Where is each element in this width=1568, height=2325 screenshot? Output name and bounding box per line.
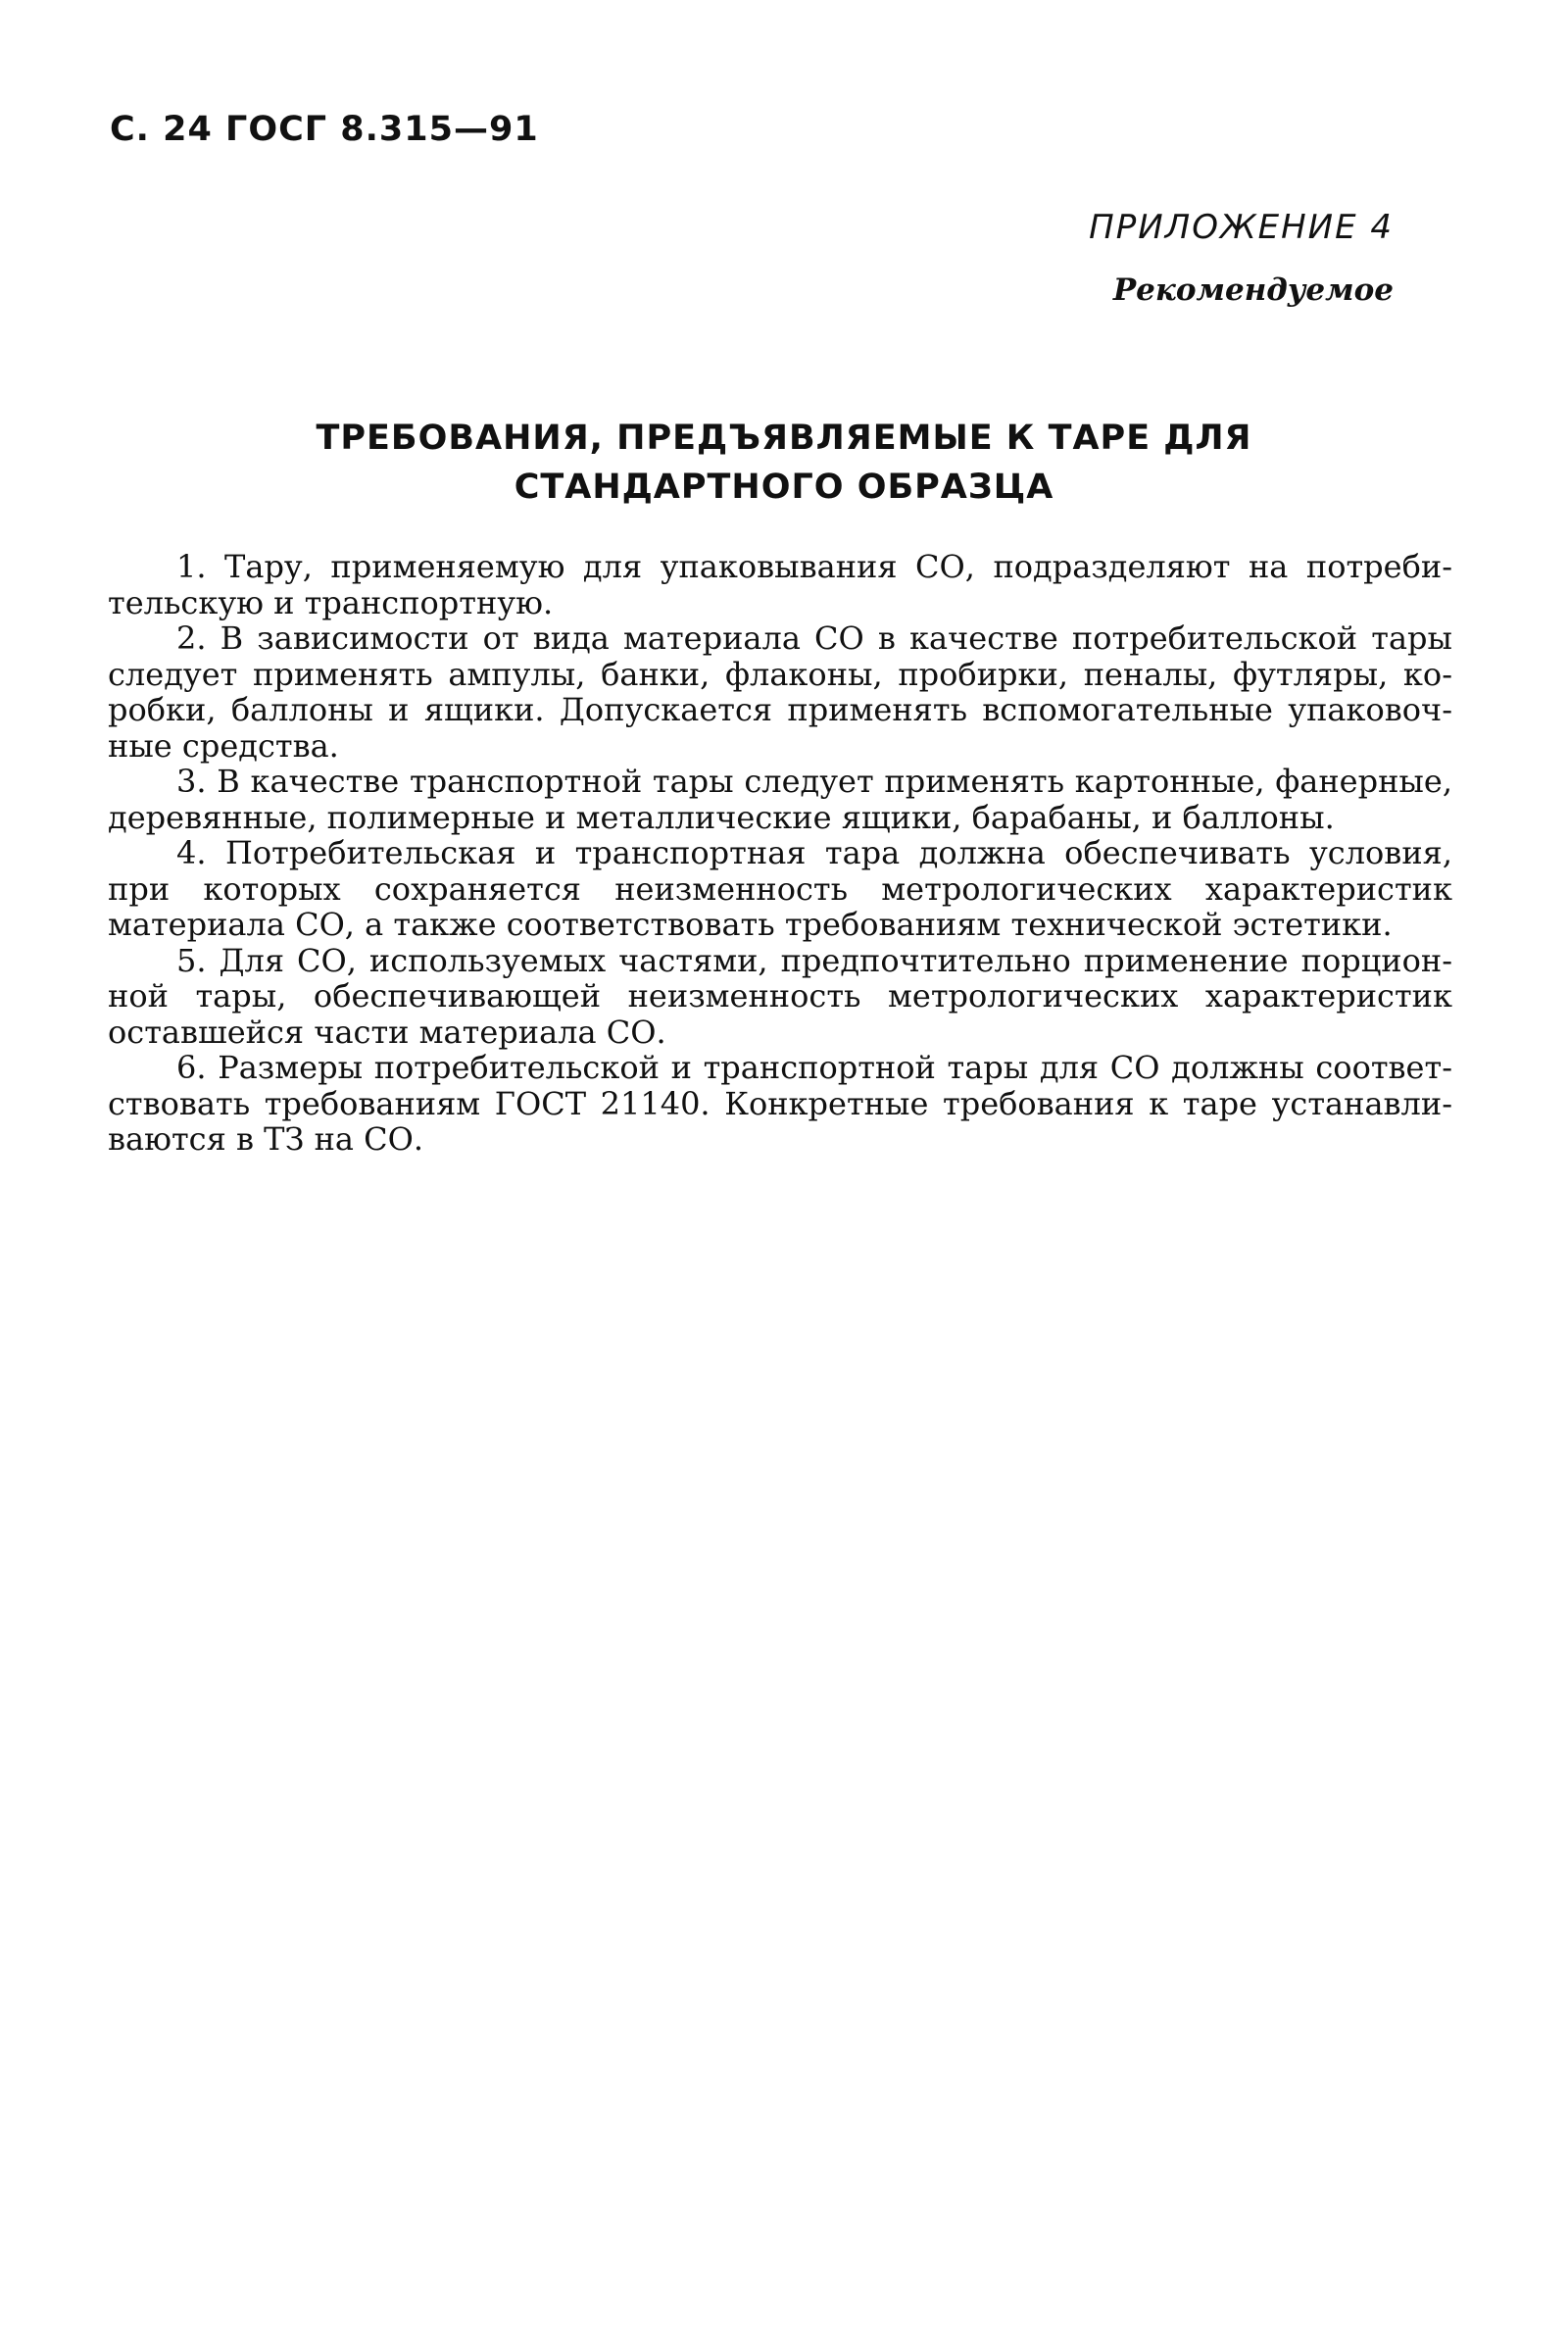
page-header: С. 24 ГОСГ 8.315—91 (110, 110, 539, 149)
paragraph-6: 6. Размеры потребительской и транспортной тары для СО должны соответствовать требованиям ГОСТ 21140. Конкретные требования к таре устанавливаются в ТЗ на СО. (108, 1049, 1452, 1158)
document-title (196, 414, 1372, 512)
paragraph-4: 4. Потребительская и транспортная тара должна обеспечивать условия, при которых сохраняется неизменность метрологических характеристик материала СО, а также соответствовать требованиям технической эстетики. (108, 834, 1452, 943)
paragraph-1: 1. Тару, применяемую для упаковывания СО, подразделяют на потребительскую и транспортную. (108, 548, 1452, 621)
paragraph-5: 5. Для СО, используемых частями, предпочтительно применение порционной тары, обеспечивающей неизменность метрологических характеристик оставшейся части материала СО. (108, 941, 1452, 1051)
appendix-block (1089, 208, 1394, 308)
appendix-title: ПРИЛОЖЕНИЕ 4 (1089, 208, 1394, 247)
document-title-line-2: СТАНДАРТНОГО ОБРАЗЦА (514, 468, 1054, 507)
appendix-status: Рекомендуемое (1112, 272, 1394, 308)
document-body (108, 549, 1452, 1158)
document-title-line-1: ТРЕБОВАНИЯ, ПРЕДЪЯВЛЯЕМЫЕ К ТАРЕ ДЛЯ (316, 419, 1252, 458)
paragraph-3: 3. В качестве транспортной тары следует применять картонные, фанерные, деревянные, полимерные и металлические ящики, барабаны, и баллоны. (108, 763, 1452, 836)
paragraph-2: 2. В зависимости от вида материала СО в качестве потребительской тары следует применять ампулы, банки, флаконы, пробирки, пеналы, футляры, коробки, баллоны и ящики. Допускается применять вспомогательные упаковочные средства. (108, 619, 1452, 765)
